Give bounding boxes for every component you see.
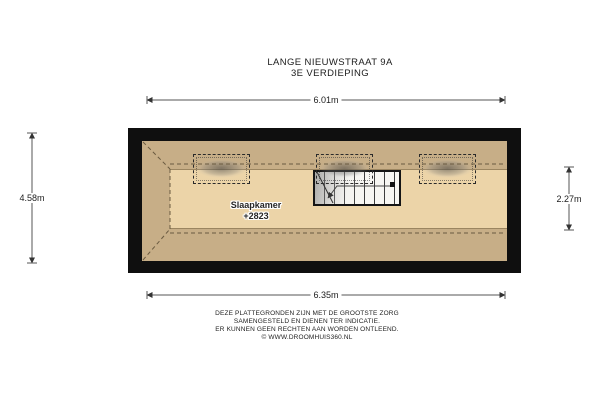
room-label: [231, 200, 282, 222]
plan-title-line2: 3E VERDIEPING: [290, 68, 370, 79]
dimension-bottom-label: 6.35m: [310, 290, 341, 300]
room-elevation: +2823: [243, 211, 269, 221]
skylight-window-2: [316, 154, 373, 184]
room-name: Slaapkamer: [230, 200, 282, 210]
plan-title: [130, 57, 530, 79]
skylight-window-1: [193, 154, 250, 184]
dimension-right-label: 2.27m: [553, 194, 584, 204]
disclaimer: [107, 310, 507, 342]
dimension-left-label: 4.58m: [16, 193, 47, 203]
plan-title-line1: LANGE NIEUWSTRAAT 9A: [267, 57, 393, 68]
disclaimer-line3: ER KUNNEN GEEN RECHTEN AAN WORDEN ONTLEEND.: [215, 326, 399, 333]
dimension-top-label: 6.01m: [310, 95, 341, 105]
disclaimer-line2: SAMENGESTELD EN DIENEN TER INDICATIE.: [233, 318, 381, 325]
skylight-window-3: [419, 154, 476, 184]
disclaimer-line4: © WWW.DROOMHUIS360.NL: [261, 334, 353, 341]
disclaimer-line1: DEZE PLATTEGRONDEN ZIJN MET DE GROOTSTE ZORG: [215, 310, 399, 317]
